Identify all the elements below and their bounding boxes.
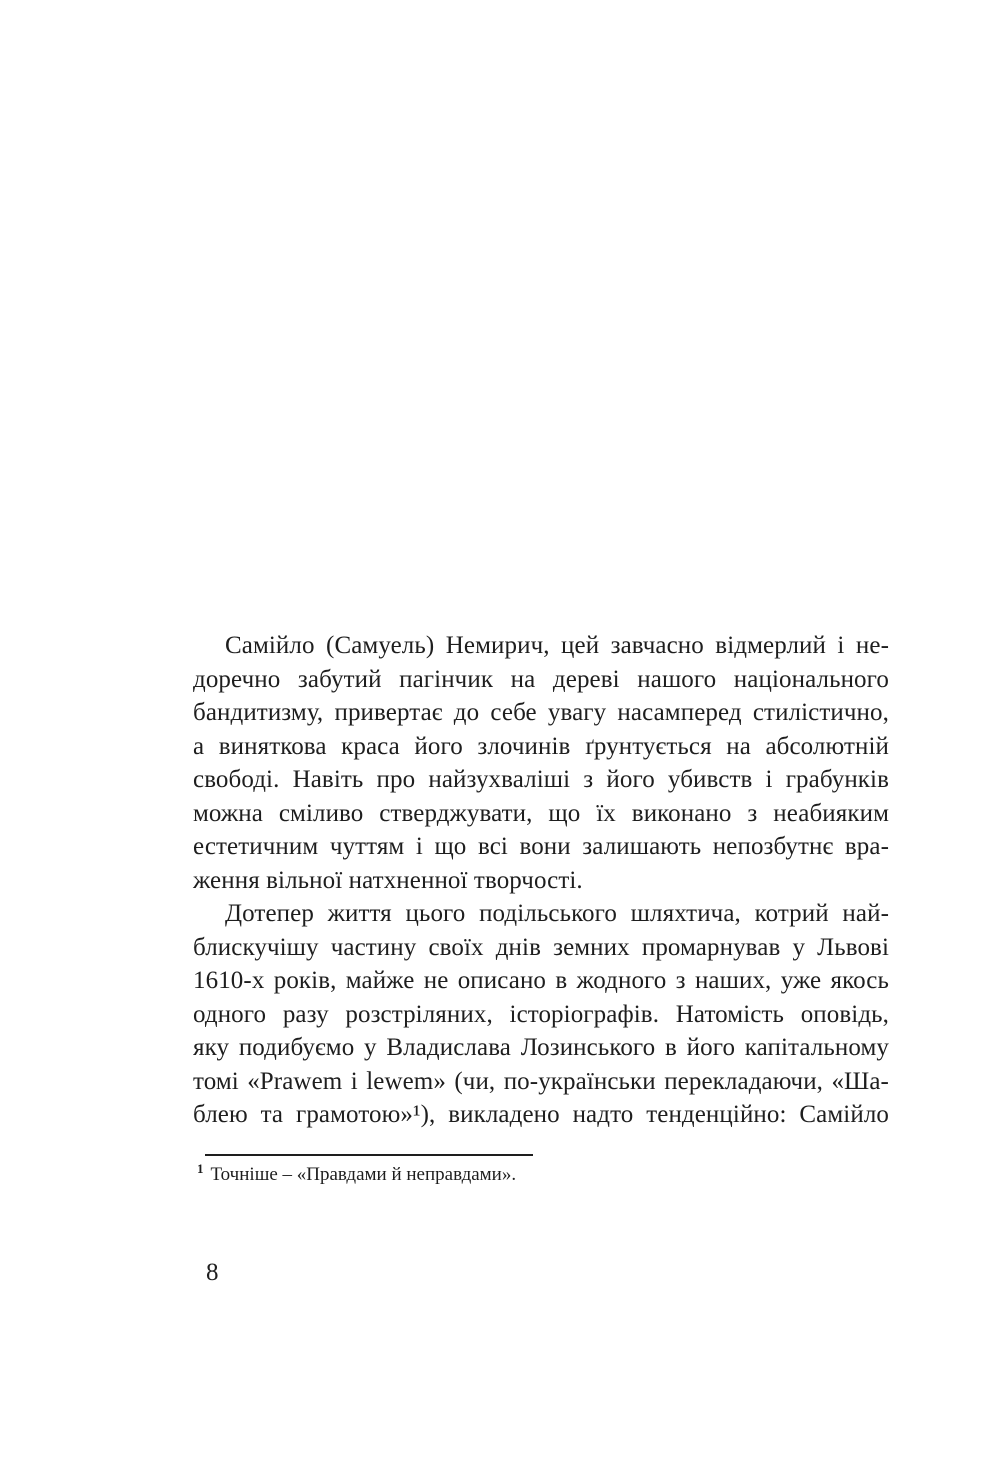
body-text <box>193 629 889 1132</box>
paragraph-line: блискучішу частину своїх днів земних промарнував у Львові <box>193 933 889 961</box>
paragraph-1 <box>193 629 889 897</box>
footnote-marker: 1 <box>197 1160 204 1176</box>
paragraph-line: доречно забутий пагінчик на дереві нашого національного <box>193 665 889 693</box>
paragraph-line: томі «Prawem i lewem» (чи, по-українськи перекладаючи, «Ша- <box>193 1067 889 1095</box>
footnote <box>197 1160 817 1187</box>
paragraph-line: можна сміливо стверджувати, що їх виконано з неабияким <box>193 799 889 827</box>
footnote-separator <box>205 1154 533 1156</box>
paragraph-line: 1610-х років, майже не описано в жодного з наших, уже якось <box>193 967 889 994</box>
paragraph-line: одного разу розстріляних, історіографів. Натомість оповідь, <box>193 1000 889 1028</box>
footnote-text: Точніше – «Правдами й неправдами». <box>210 1164 517 1185</box>
paragraph-line: яку подибуємо у Владислава Лозинського в його капітальному <box>193 1034 889 1061</box>
paragraph-2 <box>193 897 889 1132</box>
paragraph-line: Самійло (Самуель) Немирич, цей завчасно відмерлий і не- <box>225 632 889 659</box>
page-number: 8 <box>206 1259 219 1286</box>
paragraph-line: а виняткова краса його злочинів ґрунтується на абсолютній <box>193 732 889 760</box>
paragraph-line: блею та грамотою»¹), викладено надто тенденційно: Самійло <box>193 1101 889 1128</box>
paragraph-line: естетичним чуттям і що всі вони залишають непозбутнє вра- <box>193 833 889 860</box>
paragraph-line: ження вільної натхненної творчості. <box>193 866 583 894</box>
paragraph-line: Дотепер життя цього подільського шляхтича, котрий най- <box>225 900 889 927</box>
paragraph-line: свободі. Навіть про найзухваліші з його убивств і грабунків <box>193 766 889 793</box>
paragraph-line: бандитизму, привертає до себе увагу насамперед стилістично, <box>193 699 889 726</box>
